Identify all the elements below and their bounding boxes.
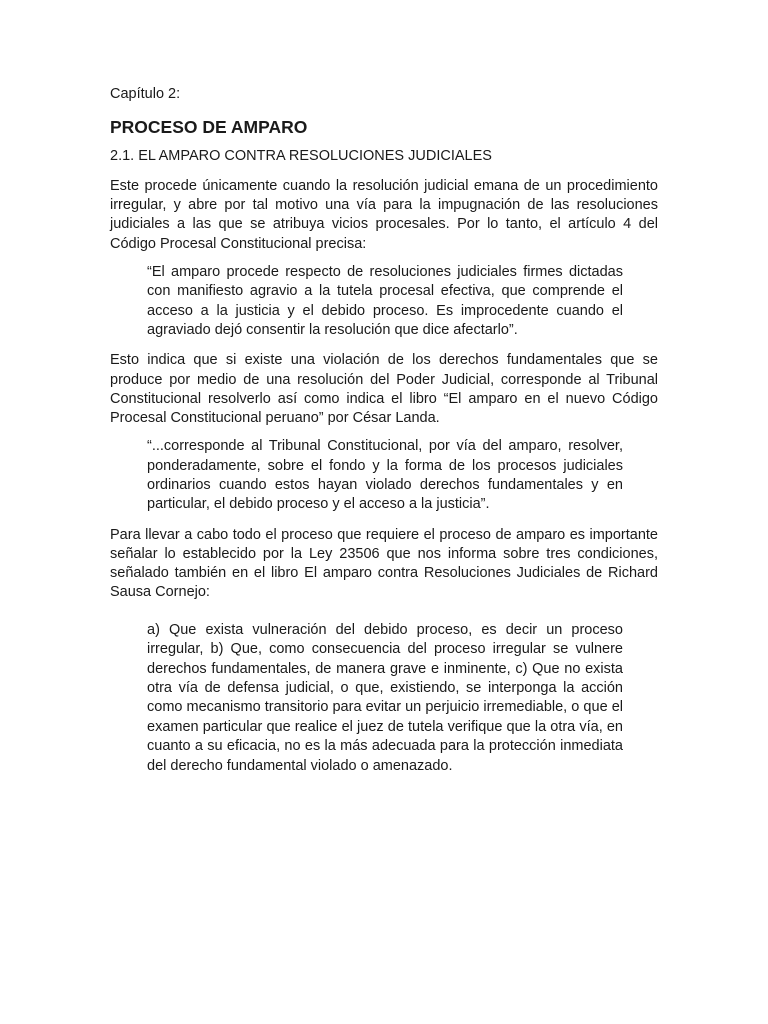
block-quote-2: “...corresponde al Tribunal Constitucional, por vía del amparo, resolver, ponderadamente, sobre el fondo y la forma de los procesos judiciales ordinarios cuando estos hayan violado derechos fundamentales y en particular, el debido proceso y el acceso a la justicia”. bbox=[147, 438, 623, 513]
document-page bbox=[110, 85, 658, 787]
section-heading: 2.1. EL AMPARO CONTRA RESOLUCIONES JUDICIALES bbox=[110, 148, 492, 164]
chapter-label: Capítulo 2: bbox=[110, 86, 181, 102]
block-quote-3: a) Que exista vulneración del debido proceso, es decir un proceso irregular, b) Que, como consecuencia del proceso irregular se vulnere derechos fundamentales, de manera grave e inminente, c) Que no exista otra vía de defensa judicial, o que, existiendo, se interponga la acción como mecanismo transitorio para evitar un perjuicio irremediable, o que el examen particular que realice el juez de tutela verifique que la otra vía, en cuanto a su eficacia, no es la más adecuada para la protección inmediata del derecho fundamental violado o amenazado. bbox=[147, 621, 623, 774]
block-quote-1: “El amparo procede respecto de resoluciones judiciales firmes dictadas con manifiesto agravio a la tutela procesal efectiva, que comprende el acceso a la justicia y el debido proceso. Es improcedente cuando el agraviado dejó consentir la resolución que dice afectarlo”. bbox=[147, 263, 623, 339]
body-paragraph-1: Este procede únicamente cuando la resolución judicial emana de un procedimiento irregular, y abre por tal motivo una vía para la impugnación de las resoluciones judiciales a las que se atribuya vicios procesales. Por lo tanto, el artículo 4 del Código Procesal Constitucional precisa: bbox=[110, 178, 658, 252]
page-title: PROCESO DE AMPARO bbox=[110, 117, 308, 137]
body-paragraph-2: Esto indica que si existe una violación de los derechos fundamentales que se produce por medio de una resolución del Poder Judicial, corresponde al Tribunal Constitucional resolverlo así como indica el libro “El amparo en el nuevo Código Procesal Constitucional peruano” por César Landa. bbox=[110, 352, 658, 427]
body-paragraph-3: Para llevar a cabo todo el proceso que requiere el proceso de amparo es importante señalar lo establecido por la Ley 23506 que nos informa sobre tres condiciones, señalado también en el libro El amparo contra Resoluciones Judiciales de Richard Sausa Cornejo: bbox=[110, 526, 658, 601]
